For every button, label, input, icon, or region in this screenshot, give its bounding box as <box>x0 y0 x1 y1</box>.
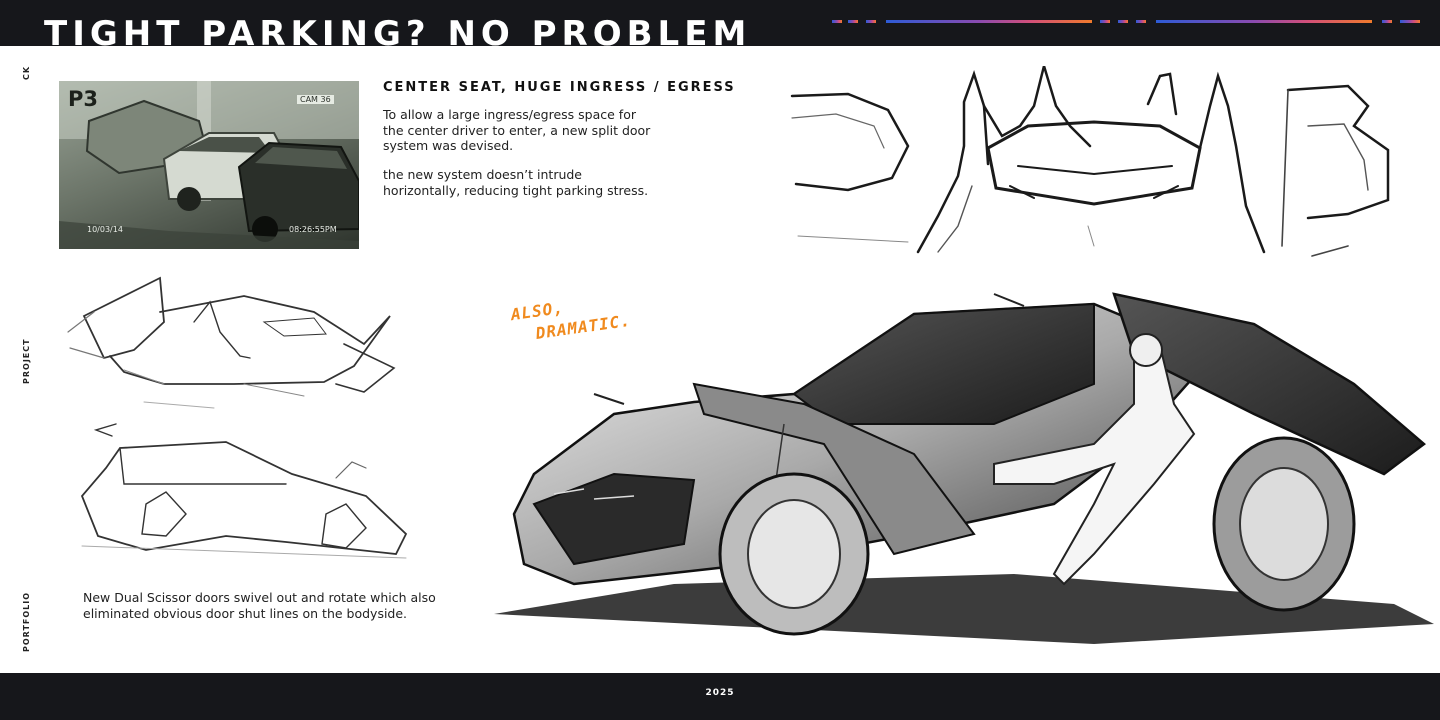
photo-time: 08:26:55PM <box>289 225 337 234</box>
side-label-top: CK <box>22 65 31 80</box>
main-car-render <box>494 284 1434 654</box>
front-view-door-sketch <box>788 66 1398 262</box>
side-label-project: PROJECT <box>22 338 31 384</box>
section-paragraph-2: the new system doesn’t intrude horizontally, reducing tight parking stress. <box>383 167 649 198</box>
section-heading: CENTER SEAT, HUGE INGRESS / EGRESS <box>383 80 736 95</box>
camera-id: CAM 36 <box>297 95 334 104</box>
side-sketch-doors-open <box>64 272 414 422</box>
side-label-portfolio: PORTFOLIO <box>22 591 31 652</box>
side-sketch-doors-closed <box>76 418 422 568</box>
page-title: TIGHT PARKING? NO PROBLEM <box>44 14 752 46</box>
note-line-1: ALSO, <box>509 297 565 325</box>
top-bar <box>0 0 1440 46</box>
footer-year: 2025 <box>705 688 735 698</box>
accent-stripe <box>832 20 1420 23</box>
section-paragraph-1: To allow a large ingress/egress space for the center driver to enter, a new split door system was devised. <box>383 107 651 153</box>
note-line-2: DRAMATIC. <box>534 310 632 343</box>
door-caption: New Dual Scissor doors swivel out and rotate which also eliminated obvious door shut lines on the bodyside. <box>83 590 436 621</box>
parking-garage-photo <box>59 81 359 249</box>
level-sign: P3 <box>68 87 99 111</box>
photo-date: 10/03/14 <box>87 225 123 234</box>
